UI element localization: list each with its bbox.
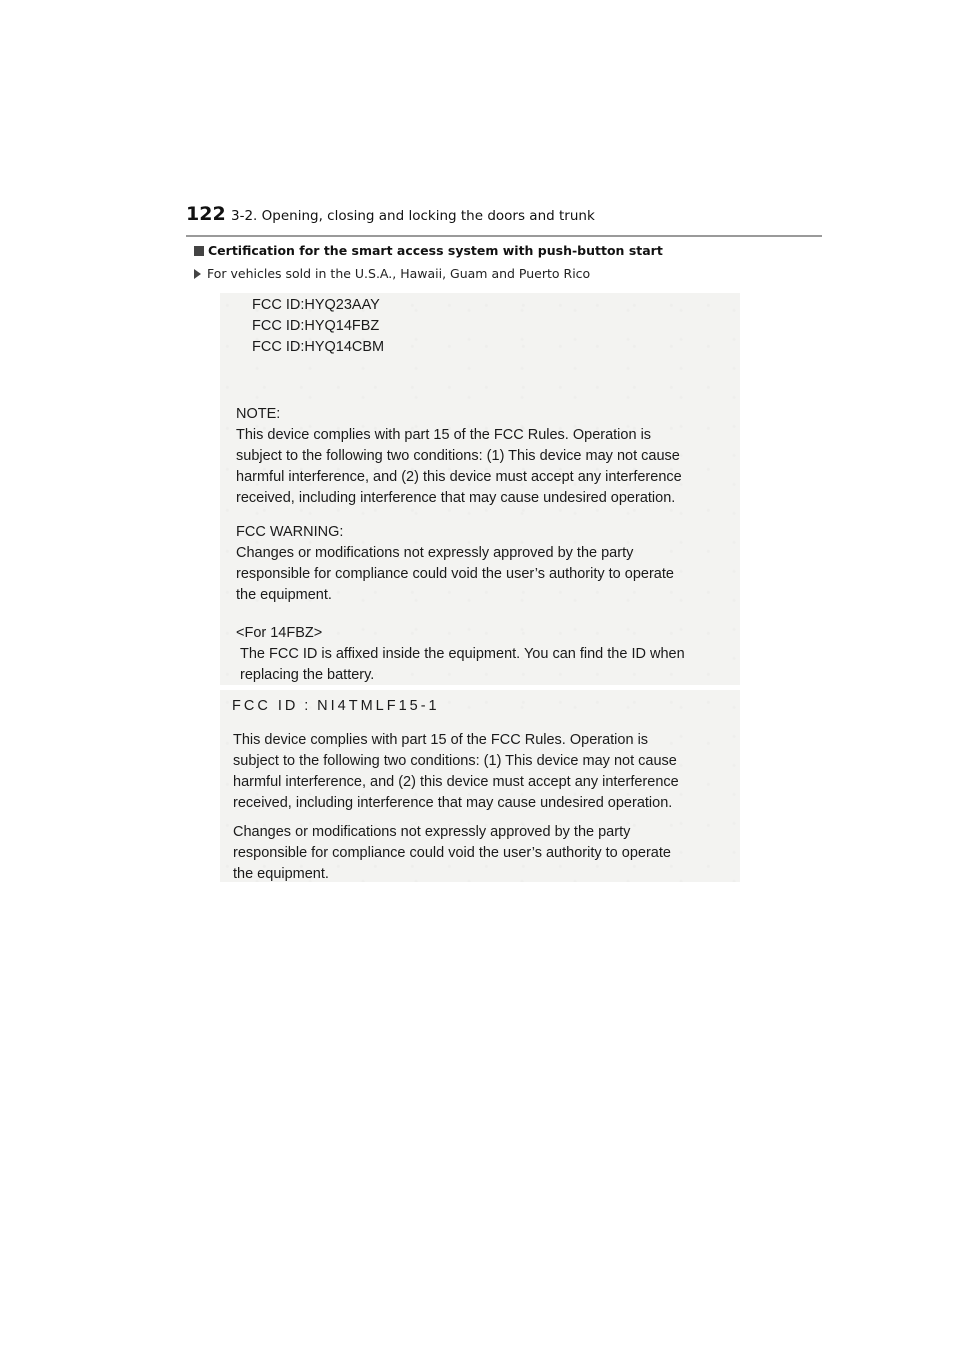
compliance-line: This device complies with part 15 of the FCC Rules. Operation is (233, 732, 649, 748)
for-14fbz-line: replacing the battery. (240, 667, 375, 683)
warning-line: responsible for compliance could void the user’s authority to operate (236, 566, 674, 582)
triangle-bullet-icon (194, 269, 201, 279)
warning-line: Changes or modifications not expressly approved by the party (236, 545, 634, 561)
note-line: harmful interference, and (2) this device must accept any interference (236, 469, 682, 485)
note-line: This device complies with part 15 of the FCC Rules. Operation is (236, 427, 652, 443)
modification-line: Changes or modifications not expressly approved by the party (233, 824, 631, 840)
fcc-id-line: FCC ID : NI4TMLF15-1 (232, 698, 440, 714)
bullet-text: For vehicles sold in the U.S.A., Hawaii, Guam and Puerto Rico (207, 266, 591, 281)
fcc-certification-label-1 (220, 293, 740, 685)
compliance-line: received, including interference that may cause undesired operation. (233, 795, 673, 811)
compliance-line: subject to the following two conditions: (1) This device may not cause (233, 753, 677, 769)
note-label: NOTE: (236, 406, 281, 422)
square-bullet-icon (194, 246, 204, 256)
modification-line: the equipment. (233, 866, 329, 882)
for-14fbz-line: The FCC ID is affixed inside the equipment. You can find the ID when (240, 646, 685, 662)
certification-heading (194, 243, 663, 258)
warning-label: FCC WARNING: (236, 524, 344, 540)
section-title: 3-2. Opening, closing and locking the doors and trunk (231, 208, 595, 224)
note-line: received, including interference that may cause undesired operation. (236, 490, 676, 506)
compliance-line: harmful interference, and (2) this device must accept any interference (233, 774, 679, 790)
fcc-id-line: FCC ID:HYQ14CBM (252, 339, 385, 355)
warning-line: the equipment. (236, 587, 332, 603)
page-header (186, 203, 822, 237)
fcc-id-line: FCC ID:HYQ23AAY (252, 297, 380, 313)
page-number: 122 (186, 203, 226, 225)
fcc-id-line: FCC ID:HYQ14FBZ (252, 318, 380, 334)
heading-text: Certification for the smart access system with push-button start (208, 243, 663, 258)
fcc-certification-label-2 (220, 690, 740, 882)
note-line: subject to the following two conditions: (1) This device may not cause (236, 448, 680, 464)
for-14fbz-label: <For 14FBZ> (236, 625, 323, 641)
region-bullet (194, 266, 590, 281)
modification-line: responsible for compliance could void the user’s authority to operate (233, 845, 671, 861)
